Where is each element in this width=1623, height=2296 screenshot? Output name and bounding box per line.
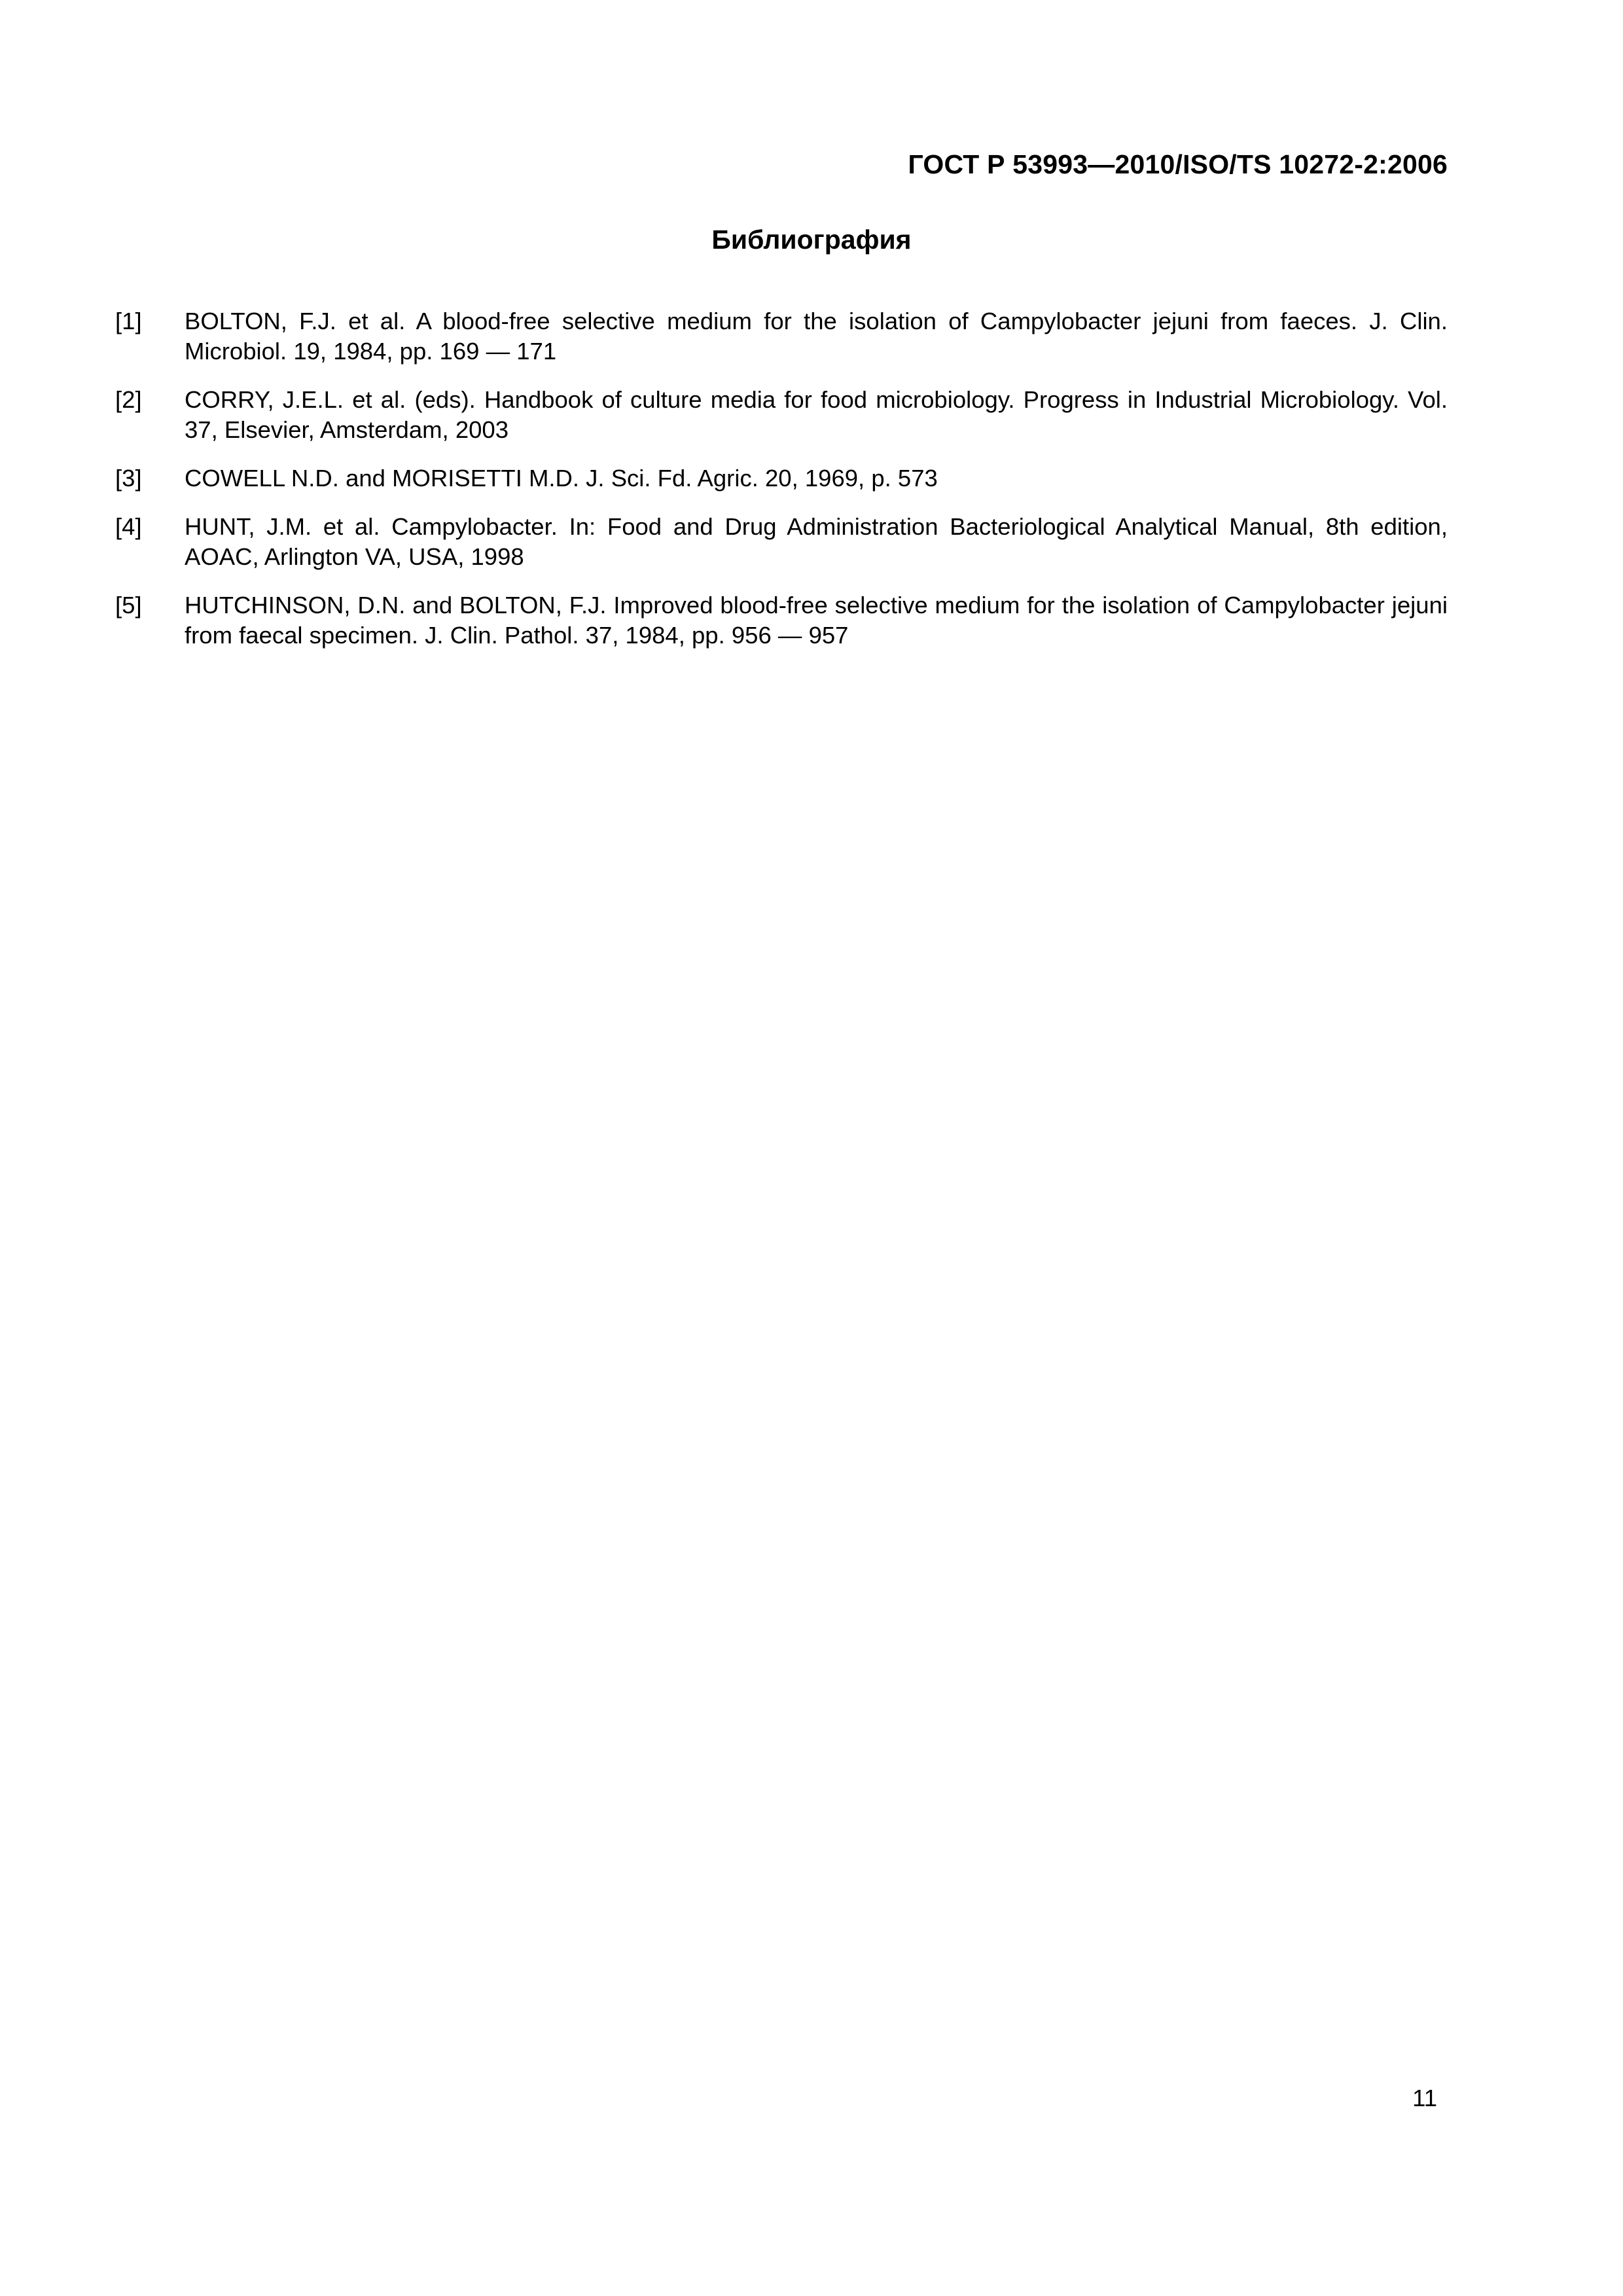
bibliography-entry-number: [3] bbox=[115, 465, 142, 492]
bibliography-entry bbox=[115, 590, 1448, 651]
bibliography-entry bbox=[115, 306, 1448, 367]
bibliography-entry bbox=[115, 385, 1448, 445]
bibliography-list bbox=[115, 306, 1448, 669]
bibliography-entry bbox=[115, 512, 1448, 572]
bibliography-entry-number: [2] bbox=[115, 386, 142, 413]
bibliography-entry-number: [5] bbox=[115, 592, 142, 619]
bibliography-entry-text: CORRY, J.E.L. et al. (eds). Handbook of culture media for food microbiology. Progress in Industrial Microbiology. Vol. 37, Elsevier, Amsterdam, 2003 bbox=[185, 386, 1448, 443]
bibliography-entry-text: HUNT, J.M. et al. Campylobacter. In: Food and Drug Administration Bacteriological Analytical Manual, 8th edition, AOAC, Arlington VA, USA, 1998 bbox=[185, 513, 1448, 570]
section-title: Библиография bbox=[711, 224, 912, 255]
bibliography-entry bbox=[115, 463, 1448, 493]
page-number: 11 bbox=[1412, 2085, 1437, 2111]
bibliography-entry-number: [1] bbox=[115, 308, 142, 334]
standard-designation: ГОСТ Р 53993—2010/ISO/TS 10272-2:2006 bbox=[908, 149, 1448, 179]
bibliography-entry-number: [4] bbox=[115, 513, 142, 540]
bibliography-entry-text: HUTCHINSON, D.N. and BOLTON, F.J. Improved blood-free selective medium for the isolation of Campylobacter jejuni from faecal specimen. J. Clin. Pathol. 37, 1984, pp. 956 — 957 bbox=[185, 592, 1448, 649]
bibliography-entry-text: BOLTON, F.J. et al. A blood-free selective medium for the isolation of Campylobacter jejuni from faeces. J. Clin. Microbiol. 19, 1984, pp. 169 — 171 bbox=[185, 308, 1448, 365]
bibliography-entry-text: COWELL N.D. and MORISETTI M.D. J. Sci. Fd. Agric. 20, 1969, p. 573 bbox=[185, 465, 938, 492]
